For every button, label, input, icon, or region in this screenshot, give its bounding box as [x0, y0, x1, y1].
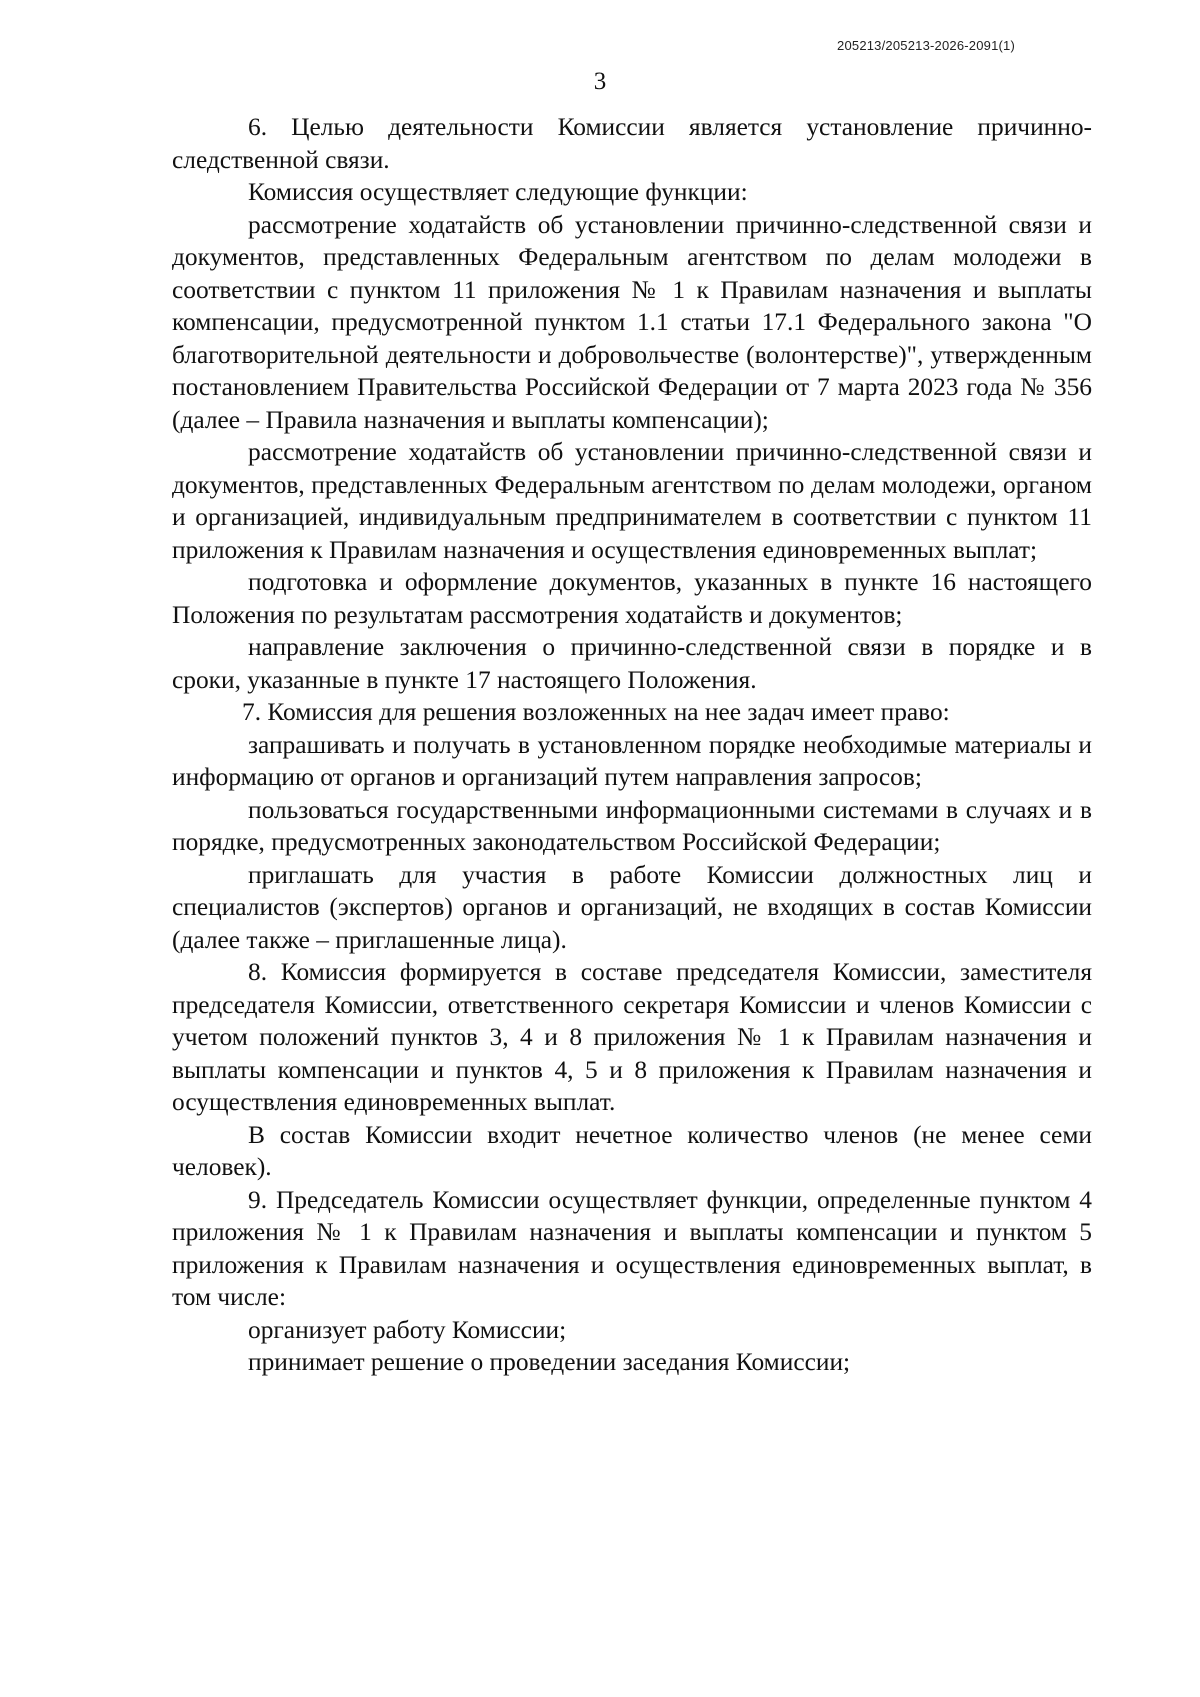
paragraph-9-chairman: 9. Председатель Комиссии осуществляет функции, определенные пунктом 4 приложения № 1 к Правилам назначения и выплаты компенсации и пунктом 5 приложения к Правилам назначения и осуществления единовременных выплат, в том числе: — [172, 1185, 1092, 1311]
paragraph-function-preparation: подготовка и оформление документов, указанных в пункте 16 настоящего Положения по результатам рассмотрения ходатайств и документов; — [172, 568, 1092, 629]
paragraph-right-invite: приглашать для участия в работе Комиссии должностных лиц и специалистов (экспертов) органов и организаций, не входящих в состав Комиссии (далее также – приглашенные лица). — [172, 860, 1092, 954]
paragraph-right-systems: пользоваться государственными информационными системами в случаях и в порядке, предусмотренных законодательством Российской Федерации; — [172, 795, 1092, 856]
paragraph-function-sending: направление заключения о причинно-следственной связи в порядке и в сроки, указанные в пункте 17 настоящего Положения. — [172, 633, 1092, 694]
paragraph-chairman-decides: принимает решение о проведении заседания Комиссии; — [248, 1348, 851, 1376]
paragraph-7-rights: 7. Комиссия для решения возложенных на нее задач имеет право: — [242, 698, 950, 726]
paragraph-6-goal: 6. Целью деятельности Комиссии является установление причинно-следственной связи. — [172, 113, 1092, 174]
paragraph-member-count: В состав Комиссии входит нечетное количество членов (не менее семи человек). — [172, 1120, 1092, 1181]
paragraph-function-review-lump-sum: рассмотрение ходатайств об установлении причинно-следственной связи и документов, представленных Федеральным агентством по делам молодежи, органом и организацией, индивидуальным предпринимателем в соответствии с пунктом 11 приложения к Правилам назначения и осуществления единовременных выплат; — [172, 438, 1092, 564]
paragraph-functions-intro: Комиссия осуществляет следующие функции: — [248, 178, 748, 206]
paragraph-chairman-organizes: организует работу Комиссии; — [248, 1315, 567, 1344]
page-number: 3 — [593, 68, 607, 95]
paragraph-function-review-compensation: рассмотрение ходатайств об установлении причинно-следственной связи и документов, представленных Федеральным агентством по делам молодежи в соответствии с пунктом 11 приложения № 1 к Правилам назначения и выплаты компенсации, предусмотренной пунктом 1.1 статьи 17.1 Федерального закона "О благотворительной деятельности и добровольчестве (волонтерстве)", утвержденным постановлением Правительства Российской Федерации от 7 марта 2023 года № 356 (далее – Правила назначения и выплаты компенсации); — [172, 210, 1092, 434]
paragraph-8-composition: 8. Комиссия формируется в составе председателя Комиссии, заместителя председателя Комиссии, ответственного секретаря Комиссии и членов Комиссии с учетом положений пунктов 3, 4 и 8 приложения № 1 к Правилам назначения и выплаты компенсации и пунктов 4, 5 и 8 приложения к Правилам назначения и осуществления единовременных выплат. — [172, 958, 1092, 1116]
document-registration-number: 205213/205213-2026-2091(1) — [837, 38, 1015, 53]
paragraph-right-request: запрашивать и получать в установленном порядке необходимые материалы и информацию от органов и организаций путем направления запросов; — [172, 730, 1092, 791]
document-body — [172, 111, 1092, 1379]
